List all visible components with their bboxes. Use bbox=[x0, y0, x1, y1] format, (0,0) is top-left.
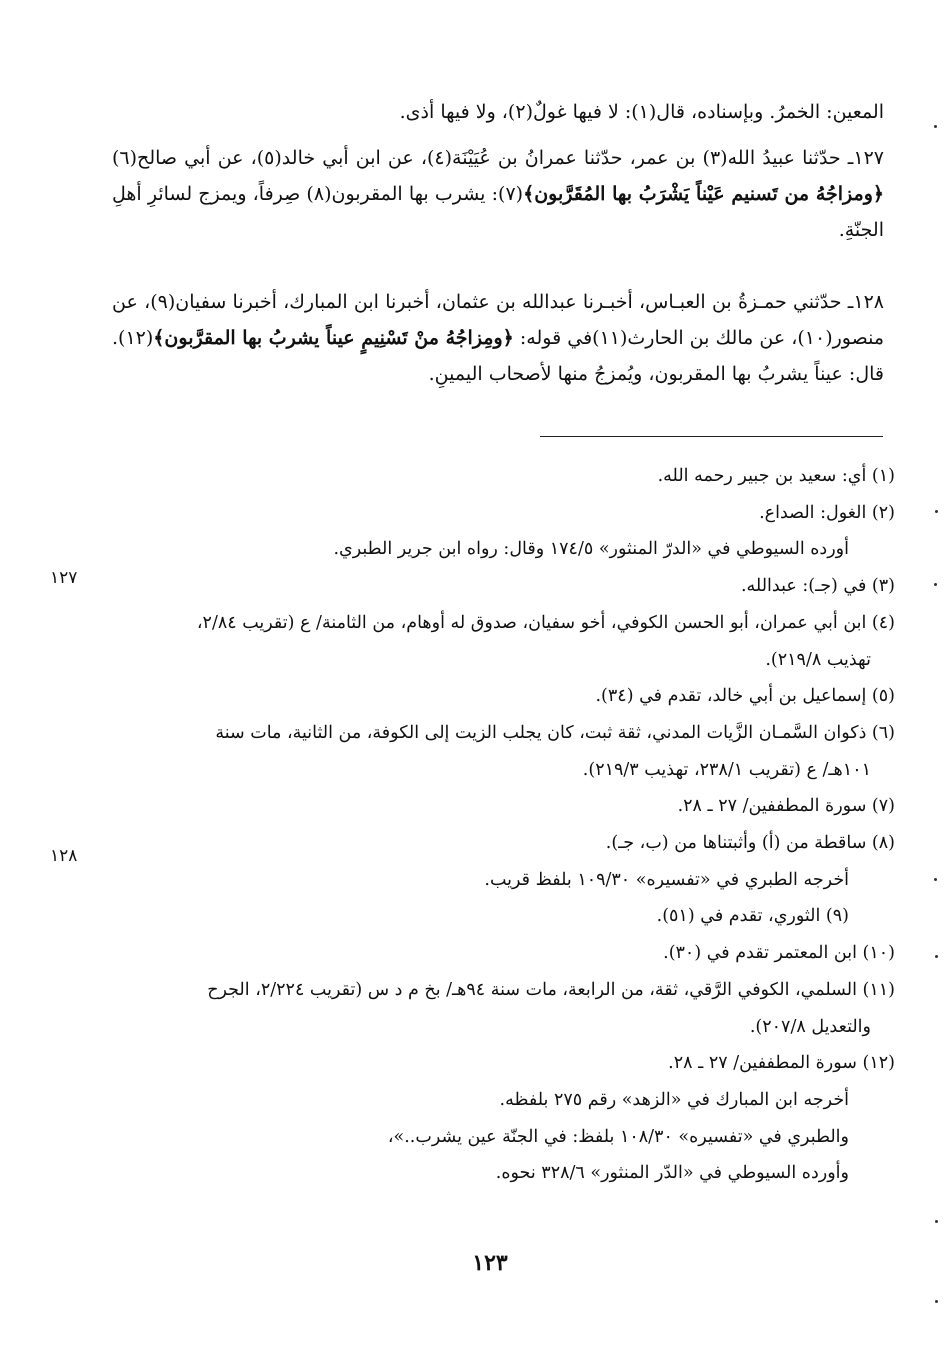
body-paragraph-128 bbox=[112, 284, 884, 392]
scan-speck bbox=[934, 125, 937, 128]
footnote: (١٠) ابن المعتمر تقدم في (٣٠). bbox=[663, 943, 895, 964]
page-number: ١٢٣ bbox=[472, 1250, 508, 1276]
paragraph-text: ١٢٨ـ حدّثني حمـزةُ بن العبـاس، أخبـرنا عبدالله بن عثمان، أخبرنا ابن المبارك، أخبرنا سفيان(٩)، عن منصور(١٠)، عن مالك بن الحارث(١١)في قوله: bbox=[112, 291, 885, 349]
margin-number: ١٢٧ bbox=[50, 568, 78, 588]
footnote-detail: أورده السيوطي في «الدرّ المنثور» ١٧٤/٥ وقال: رواه ابن جرير الطبري. bbox=[333, 539, 849, 560]
footnote-continuation: ١٠١هـ/ ع (تقريب ٢٣٨/١، تهذيب ٢١٩/٣). bbox=[582, 759, 871, 780]
footnote-detail: أخرجه ابن المبارك في «الزهد» رقم ٢٧٥ بلفظه. bbox=[499, 1089, 849, 1110]
footnote: (١٢) سورة المطففين/ ٢٧ ـ ٢٨. bbox=[668, 1053, 895, 1074]
body-paragraph-127 bbox=[112, 140, 884, 248]
paragraph-text: (١٢). قال: عيناً يشربُ بها المقربون، ويُمزجُ منها لأصحاب اليمينِ. bbox=[112, 327, 884, 385]
footnote: (٨) ساقطة من (أ) وأثبتناها من (ب، جـ). bbox=[605, 833, 895, 854]
scan-speck bbox=[935, 955, 938, 958]
scan-speck bbox=[935, 510, 938, 513]
footnote: (١١) السلمي، الكوفي الرَّقي، ثقة، من الرابعة، مات سنة ٩٤هـ/ بخ م د س (تقريب ٢/٢٢٤، الجرح bbox=[207, 979, 895, 1000]
footnote-continuation: والتعديل ٢٠٧/٨). bbox=[749, 1016, 871, 1037]
quran-quote: ﴿ومِزاجُهُ منْ تَسْنِيمٍ عيناً يشربُ بها المقرَّبون﴾ bbox=[153, 327, 514, 349]
footnote: (٦) ذكوان السَّمـان الزَّيات المدني، ثقة ثبت، كان يجلب الزيت إلى الكوفة، من الثانية، مات سنة bbox=[215, 722, 895, 743]
paragraph-text: المعين: الخمرُ. وبإسناده، قال(١): لا فيها غولٌ(٢)، ولا فيها أذى. bbox=[399, 101, 884, 123]
paragraph-text: (٧): يشرب بها المقربون(٨) صِرفاً، ويمزج لسائرِ أهلِ الجنّةِ. bbox=[112, 183, 884, 241]
scan-speck bbox=[935, 1300, 938, 1303]
footnote: (٧) سورة المطففين/ ٢٧ ـ ٢٨. bbox=[677, 796, 895, 817]
paragraph-text: ١٢٧ـ حدّثنا عبيدُ الله(٣) بن عمر، حدّثنا عمرانُ بن عُيَيْنَة(٤)، عن ابن أبي خالد(٥)، عن أبي صالح(٦) bbox=[112, 147, 884, 169]
footnote: (٣) في (جـ): عبدالله. bbox=[740, 576, 895, 597]
body-paragraph-1 bbox=[112, 94, 884, 130]
margin-number: ١٢٨ bbox=[50, 846, 78, 866]
footnotes bbox=[100, 458, 895, 1192]
footnote: (٥) إسماعيل بن أبي خالد، تقدم في (٣٤). bbox=[595, 686, 895, 707]
footnote: (١) أي: سعيد بن جبير رحمه الله. bbox=[657, 466, 895, 486]
footnote-divider bbox=[540, 436, 883, 437]
scan-speck bbox=[934, 583, 937, 586]
footnote: (٤) ابن أبي عمران، أبو الحسن الكوفي، أخو سفيان، صدوق له أوهام، من الثامنة/ ع (تقريب ٢/٨٤، bbox=[196, 612, 895, 633]
scan-speck bbox=[934, 878, 937, 881]
footnote-detail: والطبري في «تفسيره» ١٠٨/٣٠ بلفظ: في الجنّة عين يشرب..»، bbox=[387, 1126, 849, 1147]
scan-speck bbox=[935, 1220, 938, 1223]
footnote-detail: أخرجه الطبري في «تفسيره» ١٠٩/٣٠ بلفظ قريب. bbox=[484, 869, 849, 890]
quran-quote: ﴿ومزاجُهُ من تَسنيم عَيْناً يَشْرَبُ بها المُقَرَّبون﴾ bbox=[523, 183, 885, 205]
footnote-detail: وأورده السيوطي في «الدّر المنثور» ٣٢٨/٦ نحوه. bbox=[495, 1163, 849, 1184]
footnote: (٢) الغول: الصداع. bbox=[759, 502, 895, 523]
footnote: (٩) الثوري، تقدم في (٥١). bbox=[656, 906, 849, 927]
footnote-continuation: تهذيب ٢١٩/٨). bbox=[765, 649, 871, 670]
